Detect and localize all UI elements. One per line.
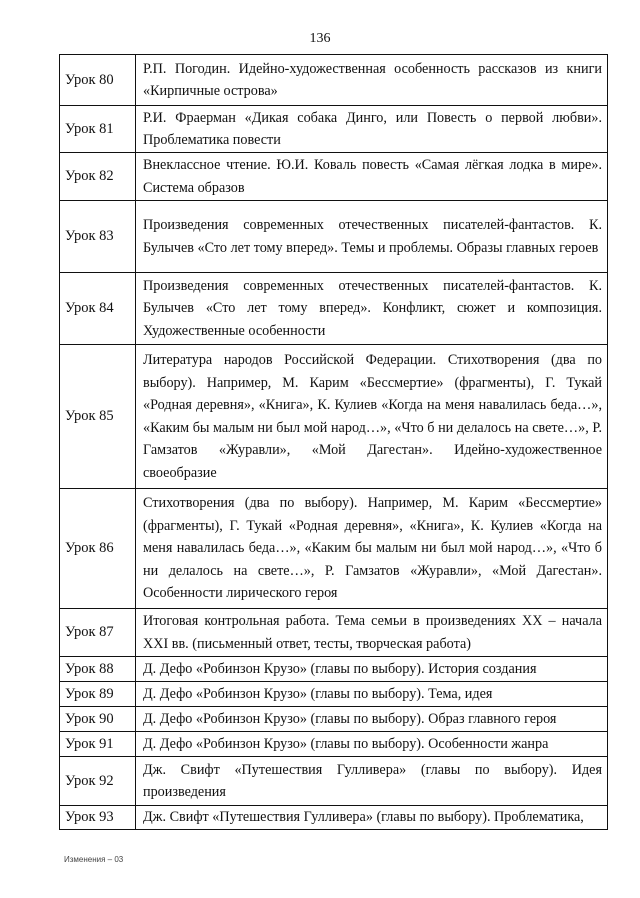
table-row (60, 489, 608, 609)
lesson-number: Урок 86 (60, 489, 136, 609)
lesson-topic: Внеклассное чтение. Ю.И. Коваль повесть «Самая лёгкая лодка в мире». Система образов (136, 153, 608, 201)
lesson-topic: Д. Дефо «Робинзон Крузо» (главы по выбору). История создания (136, 657, 608, 682)
lesson-number: Урок 80 (60, 55, 136, 106)
lesson-topic: Д. Дефо «Робинзон Крузо» (главы по выбору). Образ главного героя (136, 707, 608, 732)
table-row (60, 345, 608, 489)
lesson-number: Урок 84 (60, 273, 136, 345)
lesson-number: Урок 93 (60, 806, 136, 830)
table-row (60, 757, 608, 806)
table-row (60, 732, 608, 757)
table-row (60, 806, 608, 830)
lesson-plan-table (59, 54, 608, 830)
lesson-topic: Дж. Свифт «Путешествия Гулливера» (главы по выбору). Идея произведения (136, 757, 608, 806)
lesson-number: Урок 81 (60, 106, 136, 153)
lesson-topic: Р.П. Погодин. Идейно-художественная особенность рассказов из книги «Кирпичные острова» (136, 55, 608, 106)
lesson-number: Урок 89 (60, 682, 136, 707)
lesson-topic: Итоговая контрольная работа. Тема семьи в произведениях XX – начала XXI вв. (письменный ответ, тесты, творческая работа) (136, 609, 608, 657)
lesson-topic: Стихотворения (два по выбору). Например, М. Карим «Бессмертие» (фрагменты), Г. Тукай «Родная деревня», «Книга», К. Кулиев «Когда на меня навалилась беда…», «Каким бы малым ни был мой народ…», «Что б ни делалось на свете…», Р. Гамзатов «Журавли», «Мой Дагестан». Особенности лирического героя (136, 489, 608, 609)
lesson-number: Урок 87 (60, 609, 136, 657)
footer-revision-note: Изменения – 03 (64, 855, 124, 864)
lesson-topic: Литература народов Российской Федерации. Стихотворения (два по выбору). Например, М. Карим «Бессмертие» (фрагменты), Г. Тукай «Родная деревня», «Книга», К. Кулиев «Когда на меня навалилась беда…», «Каким бы малым ни был мой народ…», «Что б ни делалось на свете…», Р. Гамзатов «Журавли», «Мой Дагестан». Идейно-художественное своеобразие (136, 345, 608, 489)
table-row (60, 273, 608, 345)
table-row (60, 201, 608, 273)
lesson-topic: Произведения современных отечественных писателей-фантастов. К. Булычев «Сто лет тому вперед». Темы и проблемы. Образы главных героев (136, 201, 608, 273)
lesson-number: Урок 88 (60, 657, 136, 682)
table-row (60, 106, 608, 153)
lesson-number: Урок 82 (60, 153, 136, 201)
lesson-number: Урок 92 (60, 757, 136, 806)
table-row (60, 609, 608, 657)
table-row (60, 153, 608, 201)
lesson-number: Урок 85 (60, 345, 136, 489)
lesson-topic: Д. Дефо «Робинзон Крузо» (главы по выбору). Особенности жанра (136, 732, 608, 757)
lesson-number: Урок 90 (60, 707, 136, 732)
lesson-topic: Р.И. Фраерман «Дикая собака Динго, или Повесть о первой любви». Проблематика повести (136, 106, 608, 153)
lesson-topic: Д. Дефо «Робинзон Крузо» (главы по выбору). Тема, идея (136, 682, 608, 707)
lesson-number: Урок 91 (60, 732, 136, 757)
table-row (60, 682, 608, 707)
page-number: 136 (309, 31, 331, 46)
table-row (60, 657, 608, 682)
table-row (60, 707, 608, 732)
table-row (60, 55, 608, 106)
lesson-topic: Дж. Свифт «Путешествия Гулливера» (главы по выбору). Проблематика, (136, 806, 608, 830)
lesson-number: Урок 83 (60, 201, 136, 273)
lesson-topic: Произведения современных отечественных писателей-фантастов. К. Булычев «Сто лет тому вперед». Конфликт, сюжет и композиция. Художественные особенности (136, 273, 608, 345)
